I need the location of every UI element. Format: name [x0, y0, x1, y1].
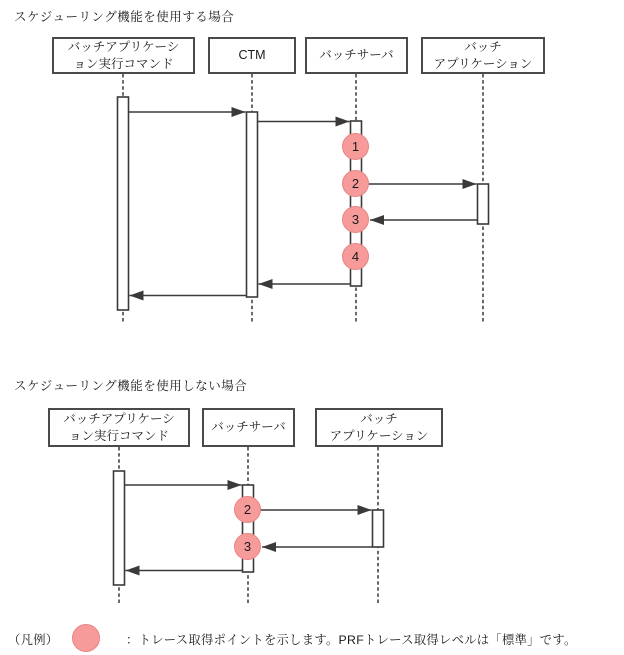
actor-label: ョン実行コマンド [73, 56, 174, 71]
actor-label: CTM [238, 48, 266, 63]
diagram1-title: スケジューリング機能を使用する場合 [14, 10, 235, 24]
actor-label: アプリケーション [433, 56, 533, 71]
d2-actor-batch-server [202, 408, 295, 447]
d1-trace-point-1: 1 [342, 133, 369, 160]
actor-label: バッチアプリケーシ [63, 412, 175, 426]
d1-actor-ctm [208, 37, 296, 74]
actor-label: バッチサーバ [211, 420, 286, 435]
actor-label: バッチ [464, 40, 502, 54]
actor-label: ョン実行コマンド [68, 428, 169, 443]
legend-description: ：トレース取得ポイントを示します。PRFトレース取得レベルは「標準」です。 [126, 633, 577, 647]
diagram2-title: スケジューリング機能を使用しない場合 [14, 379, 248, 393]
d1-actor-batch-server [305, 37, 408, 74]
d1-activation-exec-command [118, 97, 129, 310]
d1-trace-point-2: 2 [342, 170, 369, 197]
legend-trace-point-icon [72, 624, 100, 652]
legend-label: （凡例） [8, 633, 59, 647]
d2-activation-batch-application [373, 510, 384, 547]
actor-label: アプリケーション [329, 428, 429, 443]
actor-label: バッチ [360, 412, 398, 426]
d1-actor-batch-application [421, 37, 545, 74]
actor-label: バッチアプリケーシ [67, 40, 180, 54]
d2-trace-point-3: 3 [234, 533, 261, 560]
actor-label: バッチサーバ [319, 48, 394, 63]
d2-activation-exec-command [114, 471, 125, 585]
d2-trace-point-2: 2 [234, 496, 261, 523]
d1-activation-batch-application [478, 184, 489, 224]
d1-trace-point-4: 4 [342, 243, 369, 270]
d2-actor-batch-application [315, 408, 443, 447]
d1-trace-point-3: 3 [342, 206, 369, 233]
d1-activation-ctm [247, 112, 258, 297]
d2-actor-batch-app-exec-command [48, 408, 190, 447]
d1-actor-batch-app-exec-command [52, 37, 195, 74]
